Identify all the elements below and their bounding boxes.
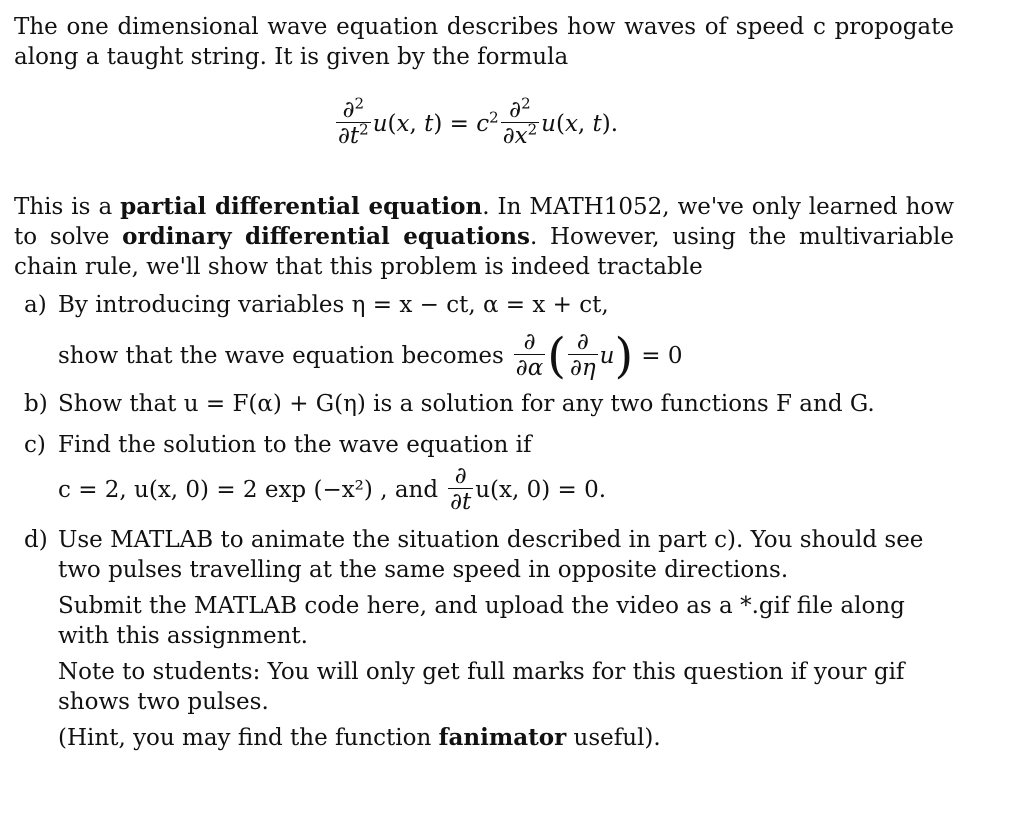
- pde-paragraph: This is a partial differential equation. In MATH1052, we've only learned how to solve ordinary differential equations. However, using the multivariable chain rule, we'll show that this problem is indeed tractable: [14, 193, 955, 280]
- part-d-text-1: Use MATLAB to animate the situation described in part c). You should see two pulses travelling at the same speed in opposite directions.: [58, 527, 924, 583]
- part-d-text-3: Note to students: You will only get full marks for this question if your gif shows two pulses.: [58, 659, 905, 715]
- part-label: c): [24, 432, 46, 458]
- part-d-text-2: Submit the MATLAB code here, and upload the video as a *.gif file along with this assignment.: [58, 593, 905, 649]
- part-c-condition-2: u(x, 0) = 0.: [475, 476, 607, 503]
- part-label: d): [24, 527, 48, 553]
- part-b-text: Show that u = F(α) + G(η) is a solution for any two functions F and G.: [58, 391, 875, 417]
- part-label: b): [24, 391, 48, 417]
- wave-equation: $\frac{\partial^2}{\partial t^2}$ u(x, $t) = c^2$ $\frac{\partial^2}{\partial x^2}$ u(x, t).: [338, 94, 619, 149]
- part-label: a): [24, 292, 47, 318]
- part-d-hint: (Hint, you may find the function fanimator useful).: [58, 724, 661, 751]
- intro-paragraph: The one dimensional wave equation describes how waves of speed c propogate along a taught string. It is given by the formula: [14, 14, 954, 70]
- part-c: c) Find the solution to the wave equation if c = 2, u(x, 0) = 2 exp (−x²) , and $\frac{\partial}{\partial t}$ u(x, 0) = 0.: [24, 430, 954, 515]
- pde-term: partial differential equation: [120, 193, 483, 220]
- part-b: [24, 389, 954, 419]
- part-c-text: Find the solution to the wave equation if: [58, 432, 532, 458]
- question-parts: [24, 290, 954, 753]
- part-a-text-2: show that the wave equation becomes: [58, 342, 504, 369]
- part-a: a) By introducing variables η = x − ct, α = x + ct, show that the wave equation becomes $\frac{\partial}{\partial\alpha}$ ( $\frac{\partial}{\partial\eta}$ u ) = 0: [24, 290, 954, 381]
- part-d: [24, 525, 954, 753]
- fanimator-term: fanimator: [438, 724, 567, 751]
- part-c-condition-1: c = 2, u(x, 0) = 2 exp (−x²) , and: [58, 476, 439, 503]
- problem-document: [14, 12, 954, 282]
- part-a-text: By introducing variables η = x − ct, α = x + ct,: [58, 292, 609, 318]
- ode-term: ordinary differential equations: [122, 223, 530, 250]
- part-a-result: = 0: [641, 342, 683, 369]
